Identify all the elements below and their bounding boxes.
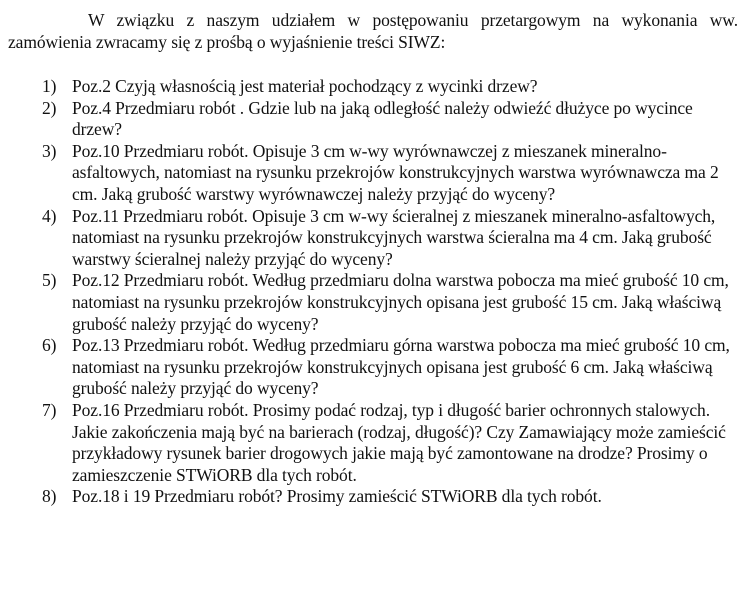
intro-paragraph: W związku z naszym udziałem w postępowaniu przetargowym na wykonania ww. zamówienia zwracamy się z prośbą o wyjaśnienie treści SIWZ: xyxy=(8,10,738,52)
item-text: Poz.12 Przedmiaru robót. Według przedmiaru dolna warstwa pobocza ma mieć grubość 10 cm, natomiast na rysunku przekrojów konstrukcyjnych opisana jest grubość 15 cm. Jaką właściwą grubość należy przyjąć do wyceny? xyxy=(72,270,729,334)
item-text: Poz.4 Przedmiaru robót . Gdzie lub na jaką odległość należy odwieźć dłużyce po wycince drzew? xyxy=(72,97,693,140)
item-text: Poz.18 i 19 Przedmiaru robót? Prosimy zamieścić STWiORB dla tych robót. xyxy=(72,486,602,507)
item-text: Poz.11 Przedmiaru robót. Opisuje 3 cm w-wy ścieralnej z mieszanek mineralno-asfaltowych, natomiast na rysunku przekrojów konstrukcyjnych warstwa ścieralna ma 4 cm. Jaką grubość warstwy ścieralnej należy przyjąć do wyceny? xyxy=(72,205,716,269)
item-text: Poz.2 Czyją własnością jest materiał pochodzący z wycinki drzew? xyxy=(72,76,538,96)
item-number: 4) xyxy=(42,205,57,226)
item-number: 2) xyxy=(42,97,57,118)
item-text: Poz.13 Przedmiaru robót. Według przedmiaru górna warstwa pobocza ma mieć grubość 10 cm, natomiast na rysunku przekrojów konstrukcyjnych opisana jest grubość 6 cm. Jaką właściwą grubość należy przyjąć do wyceny? xyxy=(72,335,730,399)
list-item xyxy=(0,76,743,98)
item-text: Poz.10 Przedmiaru robót. Opisuje 3 cm w-wy wyrównawczej z mieszanek mineralno-asfaltowych, natomiast na rysunku przekrojów konstrukcyjnych warstwa wyrównawcza ma 2 cm. Jaką grubość warstwy wyrównawczej należy przyjąć do wyceny? xyxy=(72,140,719,204)
list-item xyxy=(0,335,743,400)
item-number: 7) xyxy=(42,399,57,420)
item-number: 3) xyxy=(42,140,57,161)
list-item xyxy=(0,98,743,141)
list-item xyxy=(0,270,743,335)
item-number: 5) xyxy=(42,270,57,291)
list-item xyxy=(0,206,743,271)
item-text: Poz.16 Przedmiaru robót. Prosimy podać rodzaj, typ i długość barier ochronnych stalowych. Jakie zakończenia mają być na barierach (rodzaj, długość)? Czy Zamawiający może zamieścić przykładowy rysunek barier drogowych jakie mają być zamontowane na drodze? Prosimy o zamieszczenie STWiORB dla tych robót. xyxy=(72,399,726,485)
item-number: 1) xyxy=(42,76,57,96)
list-item xyxy=(0,400,743,486)
item-number: 8) xyxy=(42,486,57,507)
item-number: 6) xyxy=(42,335,57,356)
list-item xyxy=(0,141,743,206)
list-item xyxy=(0,486,743,508)
question-list xyxy=(0,76,743,508)
